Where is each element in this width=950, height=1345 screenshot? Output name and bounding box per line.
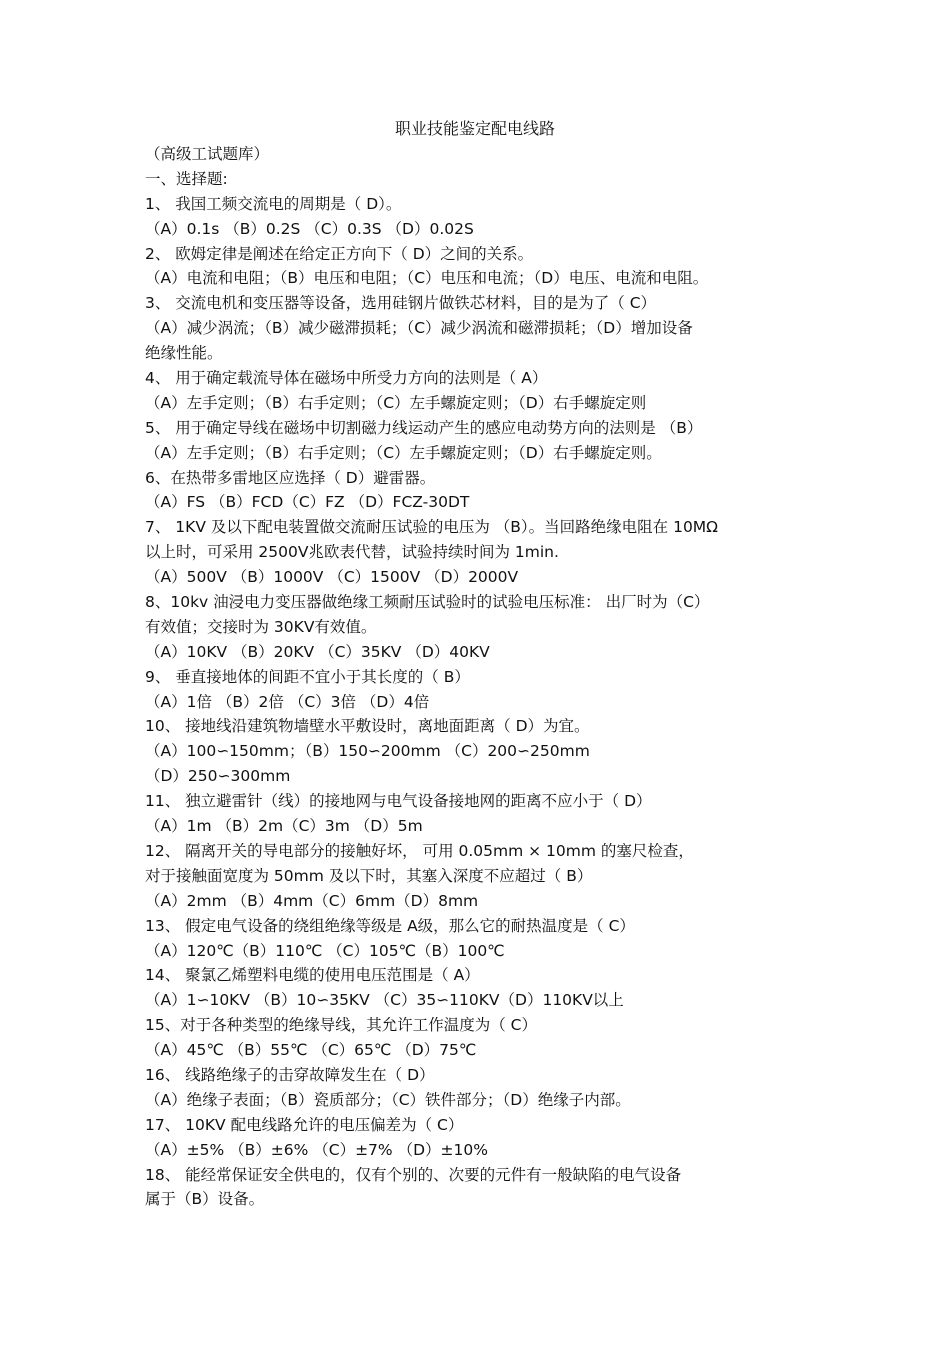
text-line: 1、 我国工频交流电的周期是（ D）。	[145, 194, 402, 213]
text-line: （A）减少涡流；（B）减少磁滞损耗；（C）减少涡流和磁滞损耗；（D）增加设备	[145, 319, 693, 338]
text-line: （A）1倍 （B）2倍 （C）3倍 （D）4倍	[145, 692, 430, 711]
text-line: 12、 隔离开关的导电部分的接触好坏， 可用 0.05mm × 10mm 的塞尺检查，	[145, 841, 694, 860]
text-line: 一、选择题:	[145, 169, 228, 188]
text-line: 9、 垂直接地体的间距不宜小于其长度的（ B）	[145, 667, 470, 686]
text-line: 以上时，可采用 2500V兆欧表代替，试验持续时间为 1min.	[145, 543, 559, 562]
text-line: 有效值；交接时为 30KV有效值。	[145, 617, 377, 636]
text-line: （A）45℃ （B）55℃ （C）65℃ （D）75℃	[145, 1041, 477, 1060]
text-line: 7、 1KV 及以下配电装置做交流耐压试验的电压为 （B）。当回路绝缘电阻在 10MΩ	[145, 518, 719, 537]
text-line: （A）2mm （B）4mm（C）6mm（D）8mm	[145, 891, 479, 910]
text-line: 对于接触面宽度为 50mm 及以下时，其塞入深度不应超过（ B）	[145, 866, 593, 885]
text-line: （A）左手定则；（B）右手定则；（C）左手螺旋定则；（D）右手螺旋定则	[145, 393, 647, 412]
text-line: （A）120℃（B）110℃ （C）105℃（B）100℃	[145, 941, 505, 960]
text-line: 16、 线路绝缘子的击穿故障发生在（ D）	[145, 1065, 435, 1084]
text-line: 13、 假定电气设备的绕组绝缘等级是 A级，那么它的耐热温度是（ C）	[145, 916, 635, 935]
text-line: （D）250∽300mm	[145, 767, 291, 786]
text-line: 绝缘性能。	[145, 344, 223, 363]
text-line: 4、 用于确定载流导体在磁场中所受力方向的法则是（ A）	[145, 369, 548, 388]
text-line: 属于（B）设备。	[145, 1190, 265, 1209]
text-line: （A）1m （B）2m（C）3m （D）5m	[145, 817, 423, 836]
document-title: 职业技能鉴定配电线路	[394, 119, 555, 138]
text-line: （A）0.1s （B）0.2S （C）0.3S （D）0.02S	[145, 219, 474, 238]
text-line: （高级工试题库）	[145, 145, 270, 163]
text-line: （A）1∽10KV （B）10∽35KV （C）35∽110KV（D）110KV以上	[145, 991, 624, 1010]
text-line: （A）±5% （B）±6% （C）±7% （D）±10%	[145, 1140, 488, 1159]
text-line: 8、10kv 油浸电力变压器做绝缘工频耐压试验时的试验电压标准： 出厂时为（C）	[145, 593, 710, 612]
text-line: 18、 能经常保证安全供电的，仅有个别的、次要的元件有一般缺陷的电气设备	[145, 1165, 682, 1184]
text-line: （A）500V （B）1000V （C）1500V （D）2000V	[145, 568, 519, 587]
text-line: 17、 10KV 配电线路允许的电压偏差为（ C）	[145, 1115, 464, 1134]
text-line: 11、 独立避雷针（线）的接地网与电气设备接地网的距离不应小于（ D）	[145, 792, 652, 811]
text-line: （A）绝缘子表面；（B）瓷质部分；（C）铁件部分；（D）绝缘子内部。	[145, 1090, 631, 1109]
text-line: 10、 接地线沿建筑物墙壁水平敷设时，离地面距离（ D）为宜。	[145, 717, 590, 736]
text-line: （A）电流和电阻；（B）电压和电阻；（C）电压和电流；（D）电压、电流和电阻。	[145, 269, 709, 288]
text-line: 15、对于各种类型的绝缘导线，其允许工作温度为（ C）	[145, 1016, 537, 1035]
text-line: （A）10KV （B）20KV （C）35KV （D）40KV	[145, 642, 490, 661]
text-line: （A）100∽150mm；（B）150∽200mm （C）200∽250mm	[145, 742, 590, 761]
question-list	[145, 142, 810, 1212]
text-line: 2、 欧姆定律是阐述在给定正方向下（ D）之间的关系。	[145, 244, 534, 263]
text-line: （A）FS （B）FCD（C）FZ （D）FCZ-30DT	[145, 493, 470, 512]
text-line: 3、 交流电机和变压器等设备，选用硅钢片做铁芯材料，目的是为了（ C）	[145, 294, 657, 313]
text-line: 5、 用于确定导线在磁场中切割磁力线运动产生的感应电动势方向的法则是 （B）	[145, 418, 703, 437]
text-line: （A）左手定则；（B）右手定则；（C）左手螺旋定则；（D）右手螺旋定则。	[145, 443, 662, 462]
text-line: 6、在热带多雷地区应选择（ D）避雷器。	[145, 468, 436, 487]
text-line: 14、 聚氯乙烯塑料电缆的使用电压范围是（ A）	[145, 966, 480, 985]
